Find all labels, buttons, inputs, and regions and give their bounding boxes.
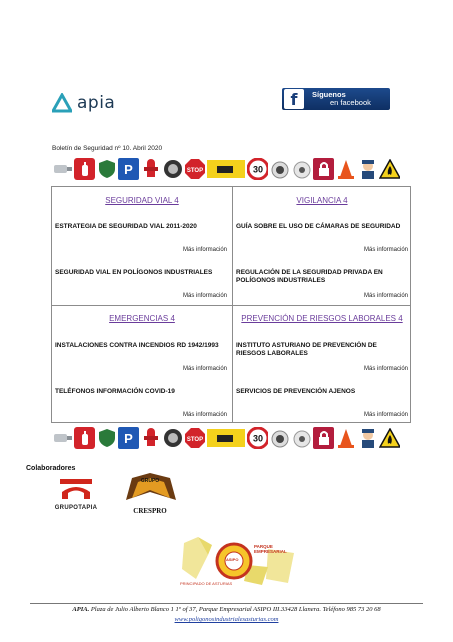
park-label: PARQUE EMPRESARIAL	[254, 544, 287, 554]
grupotapia-logo[interactable]	[50, 478, 102, 510]
extinguisher-icon	[74, 158, 95, 180]
more-info-link[interactable]: Más información	[363, 366, 408, 372]
tapia-arch-icon	[50, 478, 102, 500]
speed-30-icon	[247, 427, 268, 449]
guard-icon	[357, 158, 378, 180]
crespro-logo[interactable]	[122, 472, 178, 515]
cone-icon	[335, 427, 356, 449]
footer-address	[0, 606, 453, 613]
cctv-icon	[162, 158, 183, 180]
zona-videovigilada-icon	[206, 158, 246, 180]
more-info-link[interactable]: Más información	[182, 293, 227, 299]
colaboradores-title: Colaboradores	[26, 465, 76, 472]
category-vigilancia[interactable]: VIGILANCIA 4	[296, 196, 348, 205]
svg-text:STOP: STOP	[186, 168, 204, 174]
parque-empresarial-logo	[178, 535, 296, 591]
item-seguridad-vial-poligonos[interactable]: SEGURIDAD VIAL EN POLÍGONOS INDUSTRIALES	[55, 269, 213, 276]
stop-icon	[184, 427, 205, 449]
item-guia-camaras[interactable]: GUÍA SOBRE EL USO DE CÁMARAS DE SEGURIDAD	[236, 223, 401, 230]
topics-grid	[51, 186, 411, 423]
crespro-label: CRESPRO	[133, 507, 167, 515]
hydrant-icon	[140, 158, 161, 180]
item-servicios-prevencion[interactable]: SERVICIOS DE PREVENCIÓN AJENOS	[236, 388, 356, 395]
facebook-line1: Síguenos	[312, 90, 346, 99]
hydrant-icon	[140, 427, 161, 449]
svg-text:30: 30	[252, 433, 264, 444]
camera-icon	[52, 158, 73, 180]
item-regulacion-seguridad-privada[interactable]: REGULACIÓN DE LA SEGURIDAD PRIVADA EN POLÍGONOS INDUSTRIALES	[236, 269, 383, 284]
svg-text:STOP: STOP	[186, 437, 204, 443]
category-prevencion-riesgos[interactable]: PREVENCIÓN DE RIESGOS LABORALES 4	[241, 314, 403, 323]
facebook-line2: en facebook	[330, 98, 371, 107]
boletin-title: Boletín de Seguridad nº 10. Abril 2020	[52, 145, 163, 152]
cone-icon	[335, 158, 356, 180]
shield-icon	[96, 427, 117, 449]
parking-icon: P	[118, 158, 139, 180]
more-info-link[interactable]: Más información	[182, 366, 227, 372]
zona-videovigilada-icon	[206, 427, 246, 449]
speed-30-icon	[247, 158, 268, 180]
grupotapia-label: GRUPOTAPIA	[54, 505, 98, 511]
apia-wordmark: apia	[77, 93, 116, 113]
crespro-emblem-icon	[122, 472, 178, 502]
more-info-link[interactable]: Más información	[182, 247, 227, 253]
camera-dome-icon	[269, 427, 290, 449]
item-instituto-asturiano[interactable]: INSTITUTO ASTURIANO DE PREVENCIÓN DE RIESGOS LABORALES	[236, 342, 377, 357]
safety-icon-strip-top	[52, 156, 410, 182]
extinguisher-icon	[74, 427, 95, 449]
guard-icon	[357, 427, 378, 449]
shield-icon	[96, 158, 117, 180]
camera-dome-icon-2	[291, 158, 312, 180]
facebook-follow-button[interactable]	[282, 88, 390, 110]
apia-triangle-icon	[52, 93, 72, 113]
lock-icon	[313, 427, 334, 449]
stop-icon	[184, 158, 205, 180]
park-seal-text: ASIPO	[226, 557, 239, 562]
park-sublabel: PRINCIPADO DE ASTURIAS	[180, 581, 233, 586]
lock-icon	[313, 158, 334, 180]
item-instalaciones-incendios[interactable]: INSTALACIONES CONTRA INCENDIOS RD 1942/1993	[55, 342, 219, 349]
category-seguridad-vial[interactable]: SEGURIDAD VIAL 4	[105, 196, 179, 205]
apia-logo[interactable]	[52, 90, 162, 116]
camera-dome-icon-2	[291, 427, 312, 449]
parking-icon: P	[118, 427, 139, 449]
item-telefonos-covid[interactable]: TELÉFONOS INFORMACIÓN COVID-19	[55, 388, 175, 395]
footer-address-text: Plaza de Julio Alberto Blanco 1 1º of 37, Parque Empresarial ASIPO III.33428 Llanera. Teléfono 985 73 20 68	[89, 606, 381, 613]
facebook-icon: f	[284, 89, 304, 109]
footer-website-link[interactable]: www.poligonosindustrialesasturias.com	[174, 616, 279, 623]
footer-org: APIA.	[72, 606, 90, 613]
more-info-link[interactable]: Más información	[363, 293, 408, 299]
cctv-icon	[162, 427, 183, 449]
svg-text:30: 30	[252, 164, 264, 175]
fire-warning-icon	[379, 427, 400, 449]
category-emergencias[interactable]: EMERGENCIAS 4	[109, 314, 175, 323]
crespro-top-label: GRUPO	[140, 478, 160, 484]
safety-icon-strip-bottom	[52, 425, 410, 451]
camera-icon	[52, 427, 73, 449]
fire-warning-icon	[379, 158, 400, 180]
more-info-link[interactable]: Más información	[363, 412, 408, 418]
more-info-link[interactable]: Más información	[363, 247, 408, 253]
footer-divider	[30, 603, 423, 604]
camera-dome-icon	[269, 158, 290, 180]
more-info-link[interactable]: Más información	[182, 412, 227, 418]
item-estrategia-seguridad-vial[interactable]: ESTRATEGIA DE SEGURIDAD VIAL 2011-2020	[55, 223, 197, 230]
